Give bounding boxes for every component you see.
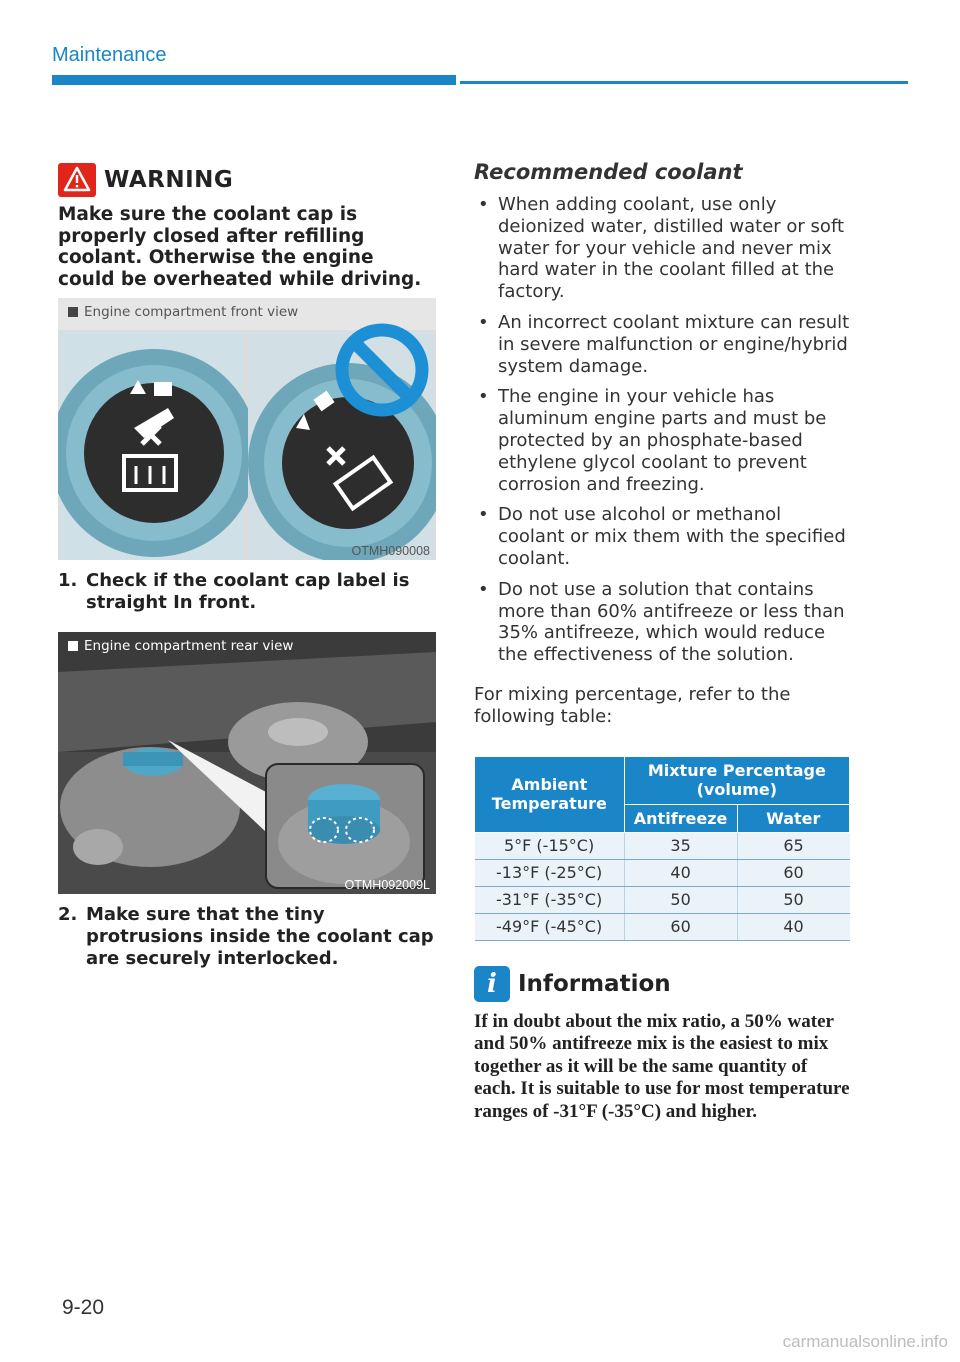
table-header-antifreeze: Antifreeze <box>624 804 737 832</box>
engine-compartment-illustration <box>58 632 436 894</box>
warning-icon <box>58 163 96 197</box>
warning-heading <box>58 160 436 200</box>
figure-caption: Engine compartment front view <box>68 304 298 320</box>
page-number: 9-20 <box>62 1296 105 1319</box>
table-header-water: Water <box>737 804 849 832</box>
mixing-paragraph: For mixing percentage, refer to the following table: <box>474 683 791 727</box>
table-row: -13°F (-25°C) 40 60 <box>475 859 850 886</box>
header-rule-thick <box>52 75 456 85</box>
list-item: • Do not use alcohol or methanol coolant or mix them with the specified coolant. <box>474 504 850 569</box>
coolant-mixture-table <box>474 756 850 941</box>
table-row: -31°F (-35°C) 50 50 <box>475 886 850 913</box>
table-header-mixture: Mixture Percentage (volume) <box>624 756 849 804</box>
information-text: If in doubt about the mix ratio, a 50% water and 50% antifreeze mix is the easiest to mix together as it will be the same quantity of each. It is suitable to use for most temperature ranges of -31°F (-35°C) and higher. <box>474 1010 850 1122</box>
recommended-coolant-title: Recommended coolant <box>474 160 743 184</box>
header-rule-thin <box>460 81 908 84</box>
recommended-coolant-list <box>474 194 850 666</box>
coolant-cap-illustration <box>58 298 436 560</box>
coolant-cap-rear-figure <box>58 632 436 894</box>
information-heading <box>474 965 850 1003</box>
figure-code: OTMH090008 <box>351 544 430 558</box>
coolant-cap-front-figure <box>58 298 436 560</box>
square-bullet-icon <box>68 641 78 651</box>
list-item: • An incorrect coolant mixture can result in severe malfunction or engine/hybrid system damage. <box>474 312 850 377</box>
table-row: -49°F (-45°C) 60 40 <box>475 913 850 940</box>
list-item: • When adding coolant, use only deionized water, distilled water or soft water for your vehicle and never mix hard water in the coolant filled at the factory. <box>474 194 850 303</box>
list-item: • Do not use a solution that contains more than 60% antifreeze or less than 35% antifreeze, which would reduce the effectiveness of the solution. <box>474 579 850 666</box>
warning-text: Make sure the coolant cap is properly closed after refilling coolant. Otherwise the engine could be overheated while driving. <box>58 204 422 290</box>
info-icon: i <box>474 966 510 1002</box>
warning-title: WARNING <box>104 167 234 193</box>
step-1: 1. Check if the coolant cap label is straight In front. <box>58 570 410 613</box>
left-column <box>58 160 436 970</box>
figure-caption: Engine compartment rear view <box>68 638 293 654</box>
step-2: 2. Make sure that the tiny protrusions inside the coolant cap are securely interlocked. <box>58 904 434 969</box>
table-row: 5°F (-15°C) 35 65 <box>475 832 850 859</box>
information-title: Information <box>518 970 671 997</box>
page-section-title: Maintenance <box>52 44 167 66</box>
watermark: carmanualsonline.info <box>782 1332 948 1351</box>
figure-code: OTMH092009L <box>344 878 430 892</box>
right-column <box>474 160 850 1123</box>
table-header-ambient: Ambient Temperature <box>475 756 625 832</box>
list-item: • The engine in your vehicle has aluminum engine parts and must be protected by an phosphate-based ethylene glycol coolant to prevent corrosion and freezing. <box>474 386 850 495</box>
